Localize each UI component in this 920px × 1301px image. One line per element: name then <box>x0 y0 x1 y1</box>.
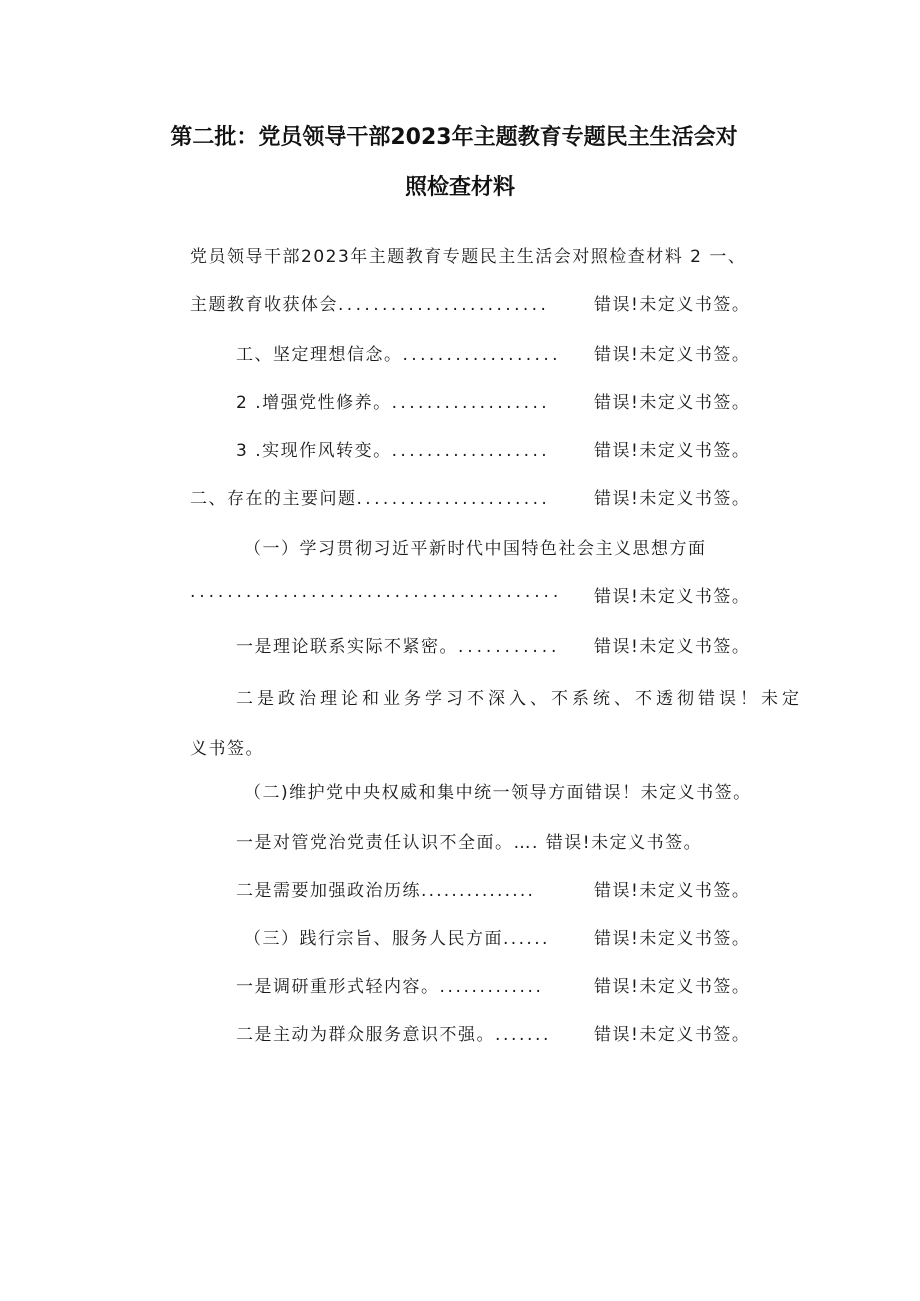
toc-line <box>236 876 535 901</box>
toc-text: 3 .实现作风转变。 <box>236 441 392 461</box>
toc-line <box>236 436 550 461</box>
toc-text: 一是对管党治党责任认识不全面。…. 错误!未定义书签。 <box>236 833 703 853</box>
toc-leader: ...... <box>503 929 550 949</box>
document-title-line-2: 照检查材料 <box>404 175 515 200</box>
toc-line <box>236 828 702 853</box>
toc-line-intro <box>190 242 746 267</box>
toc-leader: .................. <box>391 441 551 461</box>
toc-line <box>244 778 752 803</box>
toc-text: （一）学习贯彻习近平新时代中国特色社会主义思想方面 <box>244 539 707 559</box>
toc-page-ref[interactable]: 错误!未定义书签。 <box>594 587 751 607</box>
toc-leader: .................. <box>391 393 551 413</box>
toc-line <box>244 534 707 559</box>
document-title-line-1: 第二批：党员领导干部2023年主题教育专题民主生活会对 <box>170 125 738 150</box>
toc-page-ref[interactable]: 错误!未定义书签。 <box>594 929 751 949</box>
toc-line <box>190 290 549 315</box>
toc-page-ref[interactable]: 错误!未定义书签。 <box>594 977 751 997</box>
toc-page-ref[interactable]: 错误!未定义书签。 <box>594 345 751 365</box>
toc-line <box>236 340 561 365</box>
toc-page-ref[interactable]: 错误!未定义书签。 <box>594 295 751 315</box>
toc-leader: ...................... <box>356 489 551 509</box>
toc-text: （三）践行宗旨、服务人民方面 <box>244 929 503 949</box>
toc-line <box>190 484 550 509</box>
toc-line <box>236 684 803 709</box>
toc-line <box>190 734 264 759</box>
toc-leader: .................. <box>402 345 561 365</box>
toc-line <box>236 632 560 657</box>
toc-page-ref[interactable]: 错误!未定义书签。 <box>594 637 751 657</box>
toc-text: 二是主动为群众服务意识不强。 <box>236 1025 495 1045</box>
toc-line <box>190 582 562 602</box>
toc-line <box>236 972 544 997</box>
toc-text: 一是理论联系实际不紧密。 <box>236 637 458 657</box>
toc-text: 主题教育收获体会 <box>190 295 338 315</box>
toc-line <box>236 388 550 413</box>
toc-line <box>244 924 550 949</box>
toc-page-ref[interactable]: 错误!未定义书签。 <box>594 393 751 413</box>
toc-text: 2 .增强党性修养。 <box>236 393 392 413</box>
toc-text: 党员领导干部2023年主题教育专题民主生活会对照检查材料 2 一、 <box>190 247 747 267</box>
toc-leader: ............... <box>421 881 536 901</box>
toc-page-ref[interactable]: 错误!未定义书签。 <box>594 1025 751 1045</box>
toc-text: 二是需要加强政治历练 <box>236 881 421 901</box>
toc-page-ref[interactable]: 错误!未定义书签。 <box>594 881 751 901</box>
toc-text: 一是调研重形式轻内容。 <box>236 977 440 997</box>
toc-text: 工、坚定理想信念。 <box>236 345 403 365</box>
toc-leader: ........... <box>458 637 561 657</box>
toc-text: 二是政治理论和业务学习不深入、不系统、不透彻错误！未定 <box>236 689 803 709</box>
toc-text: （二)维护党中央权威和集中统一领导方面错误！未定义书签。 <box>244 783 752 803</box>
toc-leader: ........................ <box>338 295 550 315</box>
toc-text: 二、存在的主要问题 <box>190 489 357 509</box>
toc-leader: ............. <box>439 977 544 997</box>
toc-text: 义书签。 <box>190 739 264 759</box>
toc-line <box>236 1020 551 1045</box>
toc-page-ref[interactable]: 错误!未定义书签。 <box>594 441 751 461</box>
toc-page-ref[interactable]: 错误!未定义书签。 <box>594 489 751 509</box>
toc-leader: ....... <box>495 1025 552 1045</box>
toc-leader: ........................................ <box>190 582 563 602</box>
